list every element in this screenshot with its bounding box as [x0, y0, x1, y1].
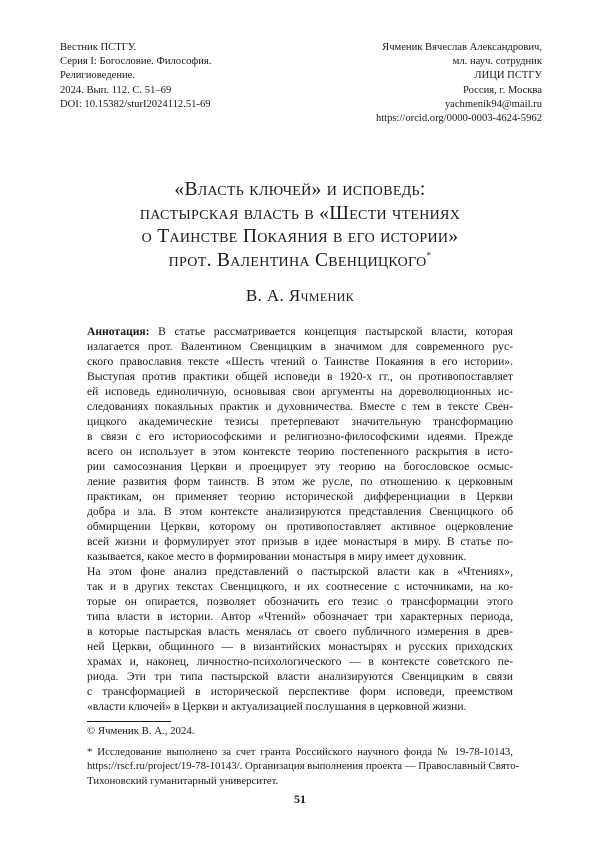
author-location: Россия, г. Москва	[262, 84, 542, 98]
footnote-mark[interactable]: *	[427, 250, 432, 260]
abstract-line: типа власти в истории. Автор «Чтений» обозначает три характерных периода,	[87, 609, 513, 624]
abstract	[87, 324, 513, 714]
abstract-line: казывается, какое место в формировании монастыря в миру имеет духовник.	[87, 549, 513, 564]
grant-footnote	[87, 745, 513, 788]
abstract-line	[87, 324, 513, 339]
abstract-line: «власти ключей» в Церкви и актуализацией послушания в церковной жизни.	[87, 699, 513, 714]
abstract-line: ского православия тексте «Шесть чтений о Таинстве Покаяния в его истории».	[87, 354, 513, 369]
abstract-line: храмах и, наконец, личностно-психологического — в контексте советского пе-	[87, 654, 513, 669]
title-line: пастырская власть в «Шести чтениях	[40, 202, 560, 226]
title-line-text: прот. Валентина Свенцицкого	[169, 250, 427, 271]
abstract-line: в которые пастырская власть менялась от своего публичного измерения в древ-	[87, 624, 513, 639]
abstract-line: На этом фоне анализ представлений о пастырской власти как в «Чтениях»,	[87, 564, 513, 579]
abstract-line: ление развития форм таинств. В этом же русле, по отношению к церковным	[87, 474, 513, 489]
abstract-line: обмирщении Церкви, которому он противопоставляет активное оцерковление	[87, 519, 513, 534]
author-full-name: Ячменик Вячеслав Александрович,	[262, 41, 542, 55]
journal-doi[interactable]: DOI: 10.15382/sturI2024112.51-69	[60, 98, 290, 112]
page-number: 51	[0, 792, 600, 807]
journal-issue: 2024. Вып. 112. С. 51–69	[60, 84, 290, 98]
author-email[interactable]: yachmenik94@mail.ru	[262, 98, 542, 112]
journal-series-cont: Религиоведение.	[60, 69, 290, 83]
abstract-label: Аннотация:	[87, 325, 150, 338]
grant-line: Тихоновский гуманитарный университет.	[87, 774, 513, 788]
abstract-line: риода. Эти три типа пастырской власти анализируются Свенцицким в связи	[87, 669, 513, 684]
author-orcid[interactable]: https://orcid.org/0000-0003-4624-5962	[262, 112, 542, 126]
abstract-line: рии самосознания Церкви и проецирует эту теорию на богословское осмыс-	[87, 459, 513, 474]
abstract-line: ей исповедь единоличную, основывая свои аргументы на дореволюционных ис-	[87, 384, 513, 399]
grant-line: * Исследование выполнено за счет гранта Российского научного фонда № 19-78-10143,	[87, 745, 513, 759]
abstract-text: В статье рассматривается концепция пастырской власти, которая	[150, 325, 513, 338]
abstract-line: в связи с его историософскими и религиозно-философскими идеями. Прежде	[87, 429, 513, 444]
abstract-line: цицкого академические тезисы претерпевают значительную трансформацию	[87, 414, 513, 429]
abstract-line: ней Церкви, общинного — в византийских монастырях и русских приходских	[87, 639, 513, 654]
footnote-divider	[87, 721, 171, 722]
abstract-line: практикам, он применяет теорию исторической дифференциации в Церкви	[87, 489, 513, 504]
title-line	[40, 249, 560, 273]
abstract-line: добра и зла. В этом контексте анализируются представления Свенцицкого об	[87, 504, 513, 519]
abstract-line: следованиях покаяльных практик и духовничества. Вместе с тем в тексте Свен-	[87, 399, 513, 414]
title-line: о Таинстве Покаяния в его истории»	[40, 225, 560, 249]
copyright-text: © Ячменик В. А., 2024.	[87, 724, 513, 738]
author-info	[262, 41, 542, 126]
journal-series: Серия I: Богословие. Философия.	[60, 55, 290, 69]
title-line: «Власть ключей» и исповедь:	[40, 178, 560, 202]
article-author: В. А. Ячменик	[0, 286, 600, 306]
abstract-line: так и в других текстах Свенцицкого, и их соотнесение с источниками, на ко-	[87, 579, 513, 594]
copyright-note	[87, 724, 513, 738]
grant-line[interactable]: https://rscf.ru/project/19-78-10143/. Организация выполнения проекта — Православный Свято-	[87, 759, 513, 773]
article-title	[40, 178, 560, 272]
abstract-line: всей жизни и формулирует этот призыв в идее монастыря в миру. В статье по-	[87, 534, 513, 549]
author-affiliation: ЛИЦИ ПСТГУ	[262, 69, 542, 83]
journal-info	[60, 41, 290, 112]
abstract-line: с трансформацией в исторической перспективе форм исповеди, преемством	[87, 684, 513, 699]
author-position: мл. науч. сотрудник	[262, 55, 542, 69]
abstract-line: торые он опирается, позволяет обозначить его тезис о трансформации этого	[87, 594, 513, 609]
journal-name: Вестник ПСТГУ.	[60, 41, 290, 55]
abstract-line: всего он использует в этом контексте теорию постепенного раскрытия в исто-	[87, 444, 513, 459]
abstract-line: излагается прот. Валентином Свенцицким в значимом для современного рус-	[87, 339, 513, 354]
abstract-line: Выступая против практики общей исповеди в 1920-х гг., он противопоставляет	[87, 369, 513, 384]
